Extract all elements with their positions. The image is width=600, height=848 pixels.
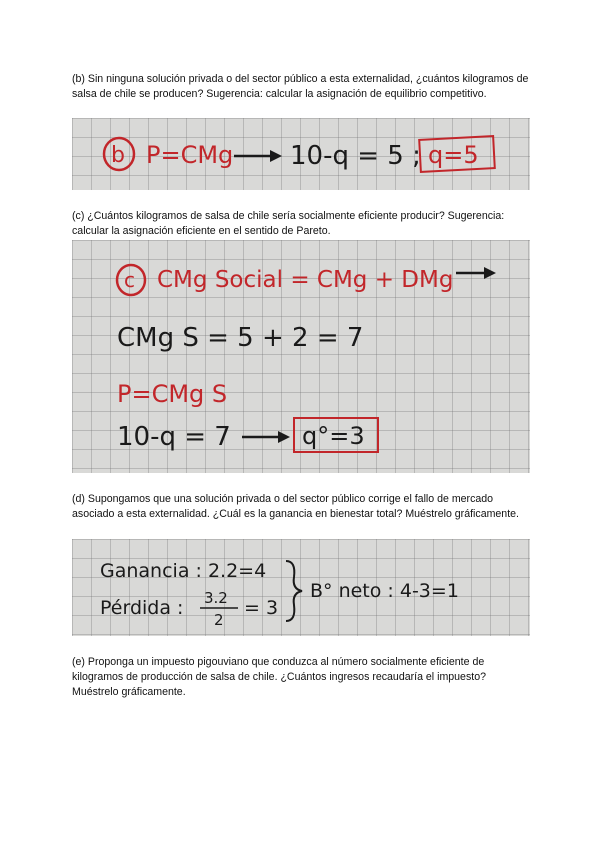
handwritten-answer-b: [72, 118, 530, 190]
handwritten-answer-c: [72, 240, 530, 473]
answer-d-fraction-denominator: 2: [214, 611, 224, 629]
answer-d-line2-label: Pérdida :: [100, 597, 184, 619]
arrow-icon: [234, 150, 282, 162]
brace-icon: [286, 561, 302, 621]
answer-b-label: b: [111, 143, 125, 168]
question-b: (b) Sin ninguna solución privada o del sector público a esta externalidad, ¿cuántos kilogramos de salsa de chile se producen? Sugerencia: calcular la asignación de equilibrio competitivo.: [72, 73, 529, 101]
arrow-icon: [242, 431, 290, 443]
answer-d-line1: Ganancia : 2.2=4: [100, 560, 267, 582]
answer-c-result: q°=3: [302, 422, 365, 450]
answer-c-line2: CMg S = 5 + 2 = 7: [117, 323, 364, 353]
answer-c-drawing: [72, 240, 530, 473]
question-c: (c) ¿Cuántos kilogramos de salsa de chile sería socialmente eficiente producir? Sugerencia: calcular la asignación eficiente en el sentido de Pareto.: [72, 210, 505, 238]
answer-b-drawing: [72, 118, 530, 190]
answer-c-line3: P=CMg S: [117, 380, 228, 408]
answer-d-drawing: [72, 539, 530, 636]
answer-c-label: c: [124, 268, 135, 292]
question-d: (d) Supongamos que una solución privada o del sector público corrige el fallo de mercado asociado a esta externalidad. ¿Cuál es la ganancia en bienestar total? Muéstrelo gráficamente.: [72, 493, 519, 521]
question-e: (e) Proponga un impuesto pigouviano que conduzca al número socialmente eficiente de kilogramos de producción de salsa de chile. ¿Cuántos ingresos recaudaría el impuesto? Muéstrelo gráficamente.: [72, 656, 486, 699]
arrow-icon: [456, 267, 496, 279]
answer-d-line2-result: = 3: [244, 597, 279, 619]
handwritten-answer-d: [72, 539, 530, 636]
answer-c-line4: 10-q = 7: [117, 422, 231, 452]
answer-c-line1: CMg Social = CMg + DMg: [157, 267, 454, 293]
answer-d-net: B° neto : 4-3=1: [310, 580, 459, 602]
answer-b-eq1: P=CMg: [146, 141, 234, 169]
answer-b-eq2: 10-q = 5 ;: [290, 141, 421, 171]
answer-d-fraction-numerator: 3.2: [204, 589, 228, 607]
answer-b-result: q=5: [428, 141, 479, 169]
